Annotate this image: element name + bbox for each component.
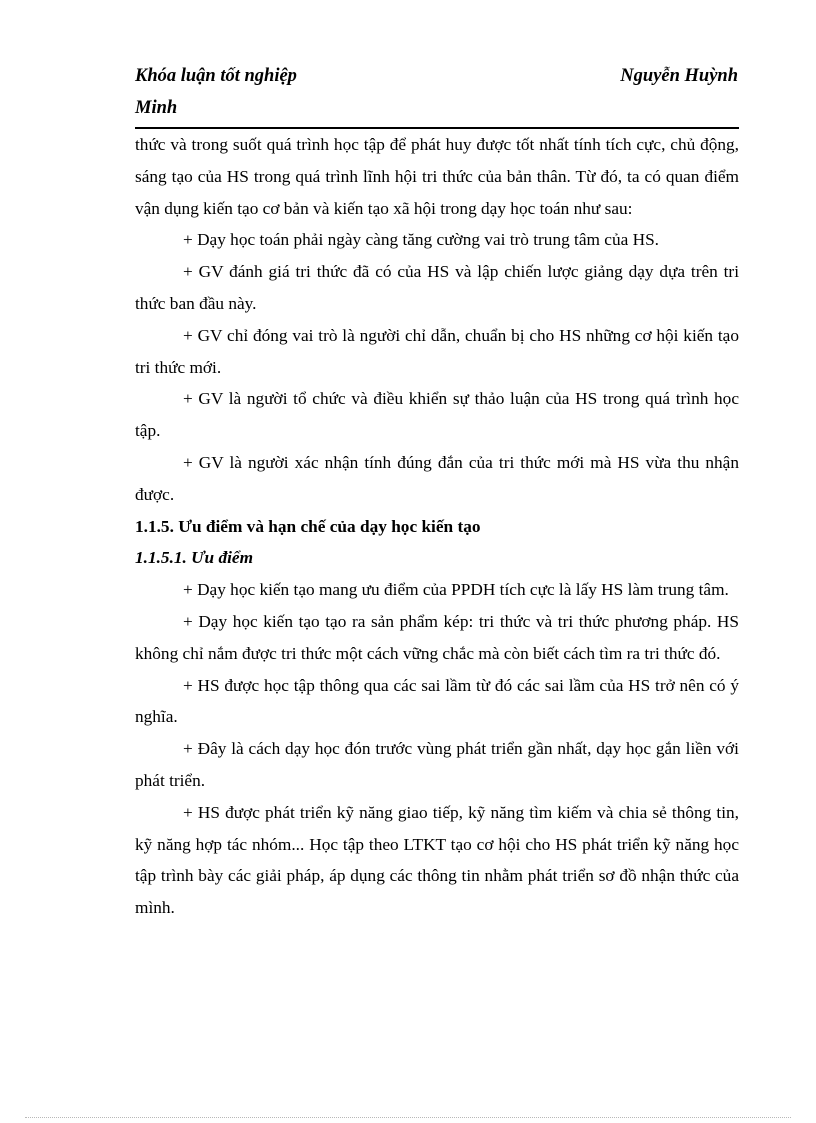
bullet-item: + GV đánh giá tri thức đã có của HS và lập chiến lược giảng dạy dựa trên tri thức ban đầu này. bbox=[135, 262, 739, 313]
paragraph: thức và trong suốt quá trình học tập để phát huy được tốt nhất tính tích cực, chủ động, sáng tạo của HS trong quá trình lĩnh hội tri thức của bản thân. Từ đó, ta có quan điểm vận dụng kiến tạo cơ bản và kiến tạo xã hội trong dạy học toán như sau: bbox=[135, 135, 739, 218]
bullet-item: + HS được học tập thông qua các sai lầm từ đó các sai lầm của HS trở nên có ý nghĩa. bbox=[135, 675, 739, 727]
bullet-item: + GV là người tổ chức và điều khiển sự thảo luận của HS trong quá trình học tập. bbox=[135, 389, 739, 441]
bullet-item: + Đây là cách dạy học đón trước vùng phát triển gần nhất, dạy học gắn liền với phát triển. bbox=[135, 739, 739, 790]
document-body bbox=[135, 129, 739, 924]
bullet-item: + GV chỉ đóng vai trò là người chỉ dẫn, chuẩn bị cho HS những cơ hội kiến tạo tri thức mới. bbox=[135, 325, 739, 377]
header-title: Khóa luận tốt nghiệp bbox=[135, 66, 297, 86]
bullet-item: + Dạy học kiến tạo tạo ra sản phẩm kép: tri thức và tri thức phương pháp. HS không chỉ nắm được tri thức một cách vững chắc mà còn biết cách tìm ra tri thức đó. bbox=[135, 611, 739, 663]
bullet-item: + Dạy học toán phải ngày càng tăng cường vai trò trung tâm của HS. bbox=[183, 230, 659, 250]
bullet-item: + HS được phát triển kỹ năng giao tiếp, kỹ năng tìm kiếm và chia sẻ thông tin, kỹ năng hợp tác nhóm... Học tập theo LTKT tạo cơ hội cho HS phát triển kỹ năng học tập trình bày các giải pháp, áp dụng các thông tin nhằm phát triển sơ đồ nhận thức của mình. bbox=[135, 802, 739, 918]
bullet-item: + GV là người xác nhận tính đúng đắn của tri thức mới mà HS vừa thu nhận được. bbox=[135, 452, 739, 504]
section-heading: 1.1.5. Ưu điểm và hạn chế của dạy học kiến tạo bbox=[135, 516, 481, 536]
subsection-heading: 1.1.5.1. Ưu điểm bbox=[135, 548, 254, 568]
header-author: Nguyễn Huỳnh bbox=[620, 66, 738, 86]
page-bottom-border bbox=[25, 1117, 791, 1118]
header-author-continued: Minh bbox=[135, 98, 178, 118]
bullet-item: + Dạy học kiến tạo mang ưu điểm của PPDH tích cực là lấy HS làm trung tâm. bbox=[183, 580, 729, 600]
